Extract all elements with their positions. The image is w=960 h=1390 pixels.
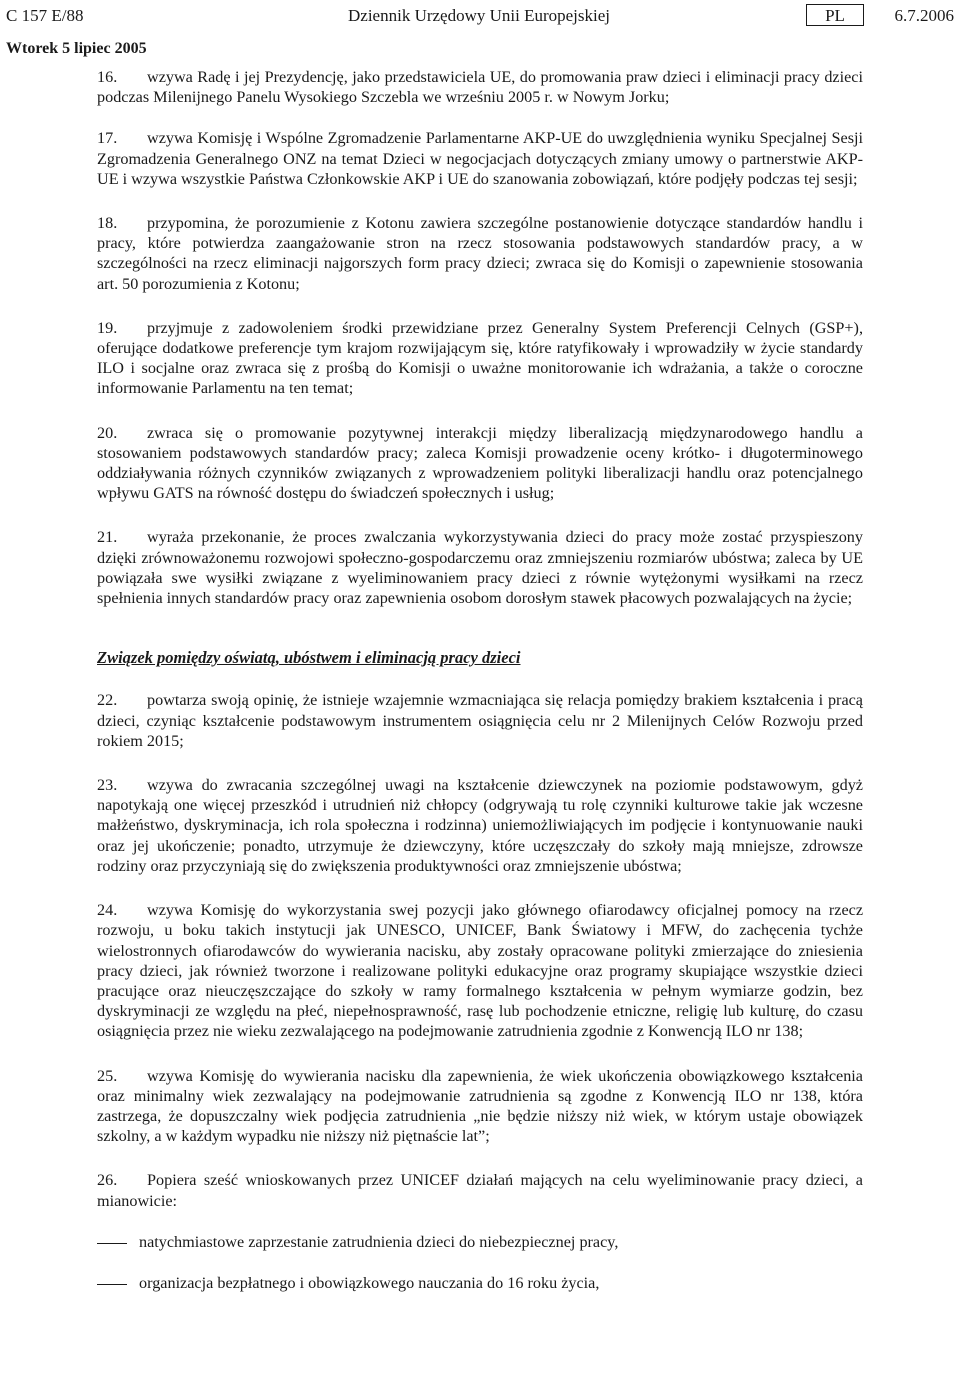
paragraph-24: [97, 900, 863, 1041]
paragraph-text: zwraca się o promowanie pozytywnej interakcji między liberalizacją międzynarodowego handlu a stosowaniem podstawowych standardów pracy; zaleca Komisji prowadzenie oceny krótko- i długoterminowego oddziaływania różnych czynników związanych z wprowadzeniem polityki liberalizacji handlu oraz potencjalnego wpływu GATS na równość dostępu do świadczeń społecznych i usług;: [97, 423, 863, 503]
paragraph-text: wzywa Komisję do wywierania nacisku dla zapewnienia, że wiek ukończenia obowiązkowego kształcenia oraz minimalny wiek zezwalający na podejmowanie zatrudnienia są zgodne z Konwencją ILO nr 138, która zastrzega, że dopuszczalny wiek podjęcia zatrudnienia „nie będzie niższy niż wiek, w którym ustaje obowiązek szkolny, a w każdym wypadku nie niższy niż piętnaście lat”;: [97, 1066, 863, 1146]
paragraph-text: wzywa Komisję i Wspólne Zgromadzenie Parlamentarne AKP-UE do uwzględnienia wyniku Specjalnej Sesji Zgromadzenia Generalnego ONZ na temat Dzieci w negocjacjach dotyczących zmiany umowy o partnerstwie AKP-UE i wzywa wszystkie Państwa Członkowskie AKP i UE do szanowania zobowiązań, które podjęły podczas tej sesji;: [97, 129, 863, 188]
paragraph-17: [97, 128, 863, 189]
paragraph-number: 17.: [97, 129, 118, 148]
paragraph-number: 23.: [97, 776, 118, 795]
list-item-text: natychmiastowe zaprzestanie zatrudnienia dzieci do niebezpiecznej pracy,: [139, 1232, 619, 1251]
paragraph-number: 26.: [97, 1171, 118, 1190]
paragraph-23: [97, 775, 863, 876]
paragraph-21: [97, 527, 863, 608]
section-heading: Związek pomiędzy oświatą, ubóstwem i eliminacją pracy dzieci: [97, 648, 521, 668]
paragraph-text: przyjmuje z zadowoleniem środki przewidziane przez Generalny System Preferencji Celnych (GSP+), oferujące dodatkowe preferencje tym krajom rozwijającym się, które ratyfikowały i wprowadziły w życie standardy ILO i socjalne oraz zwraca się z prośbą do Komisji o uważne monitorowanie ich wdrażania, a także o coroczne informowanie Parlamentu na ten temat;: [97, 318, 863, 398]
paragraph-19: [97, 318, 863, 399]
paragraph-number: 20.: [97, 423, 118, 442]
document-body: [97, 67, 863, 1314]
journal-title: Dziennik Urzędowy Unii Europejskiej: [348, 6, 611, 25]
paragraph-16: [97, 67, 863, 107]
paragraph-text: Popiera sześć wnioskowanych przez UNICEF działań mających na celu wyeliminowanie pracy dzieci, a mianowicie:: [97, 1171, 863, 1210]
sitting-date: Wtorek 5 lipiec 2005: [6, 40, 147, 57]
paragraph-20: [97, 423, 863, 504]
paragraph-text: wzywa Radę i jej Prezydencję, jako przedstawiciela UE, do promowania praw dzieci i eliminacji pracy dzieci podczas Milenijnego Panelu Wysokiego Szczebla we wrześniu 2005 r. w Nowym Jorku;: [97, 68, 863, 107]
paragraph-26: [97, 1170, 863, 1210]
paragraph-number: 22.: [97, 691, 118, 710]
list-item-text: organizacja bezpłatnego i obowiązkowego nauczania do 16 roku życia,: [139, 1273, 600, 1292]
paragraph-number: 16.: [97, 68, 118, 86]
list-item: [97, 1232, 863, 1252]
paragraph-number: 19.: [97, 318, 118, 337]
paragraph-text: przypomina, że porozumienie z Kotonu zawiera szczególne postanowienie dotyczące standardów handlu i pracy, które potwierdza zaangażowanie stron na rzecz stosowania podstawowych standardów pracy, a w szczególności na rzecz eliminacji najgorszych form pracy dzieci; zwraca się do Komisji o zapewnienie stosowania art. 50 porozumienia z Kotonu;: [97, 214, 863, 293]
paragraph-text: powtarza swoją opinię, że istnieje wzajemnie wzmacniająca się relacja pomiędzy brakiem kształcenia i pracą dzieci, czyniąc kształcenie podstawowym instrumentem osiągnięcia celu nr 2 Milenijnych Celów Rozwoju przed rokiem 2015;: [97, 691, 863, 750]
paragraph-number: 25.: [97, 1066, 118, 1085]
journal-reference: C 157 E/88: [6, 6, 84, 25]
paragraph-22: [97, 690, 863, 751]
paragraph-text: wyraża przekonanie, że proces zwalczania wykorzystywania dzieci do pracy może zostać przyspieszony dzięki zrównoważonemu rozwojowi społeczno-gospodarczemu oraz zmniejszeniu rozmiarów ubóstwa; zaleca by UE powiązała swe wysiłki związane z wyeliminowaniem pracy dzieci z równie wytężonymi wysiłkami na rzecz spełnienia innych standardów pracy oraz zapewnienia osobom dorosłym stawek płacowych pozwalających na życie;: [97, 528, 863, 608]
paragraph-25: [97, 1066, 863, 1147]
paragraph-text: wzywa Komisję do wykorzystania swej pozycji jako głównego ofiarodawcy oficjalnej pomocy na rzecz rozwoju, u boku takich instytucji jak UNESCO, UNICEF, Bank Światowy i MFW, do zachęcenia tychże wielostronnych ofiarodawców do wywierania nacisku, aby zostały opracowane polityki zmierzające do zniesienia pracy dzieci, jak również tworzone i realizowane polityki edukacyjne oraz programy skupiające wszystkie dzieci pracujące oraz nieuczęszczające do szkoły w ramy formalnego kształcenia w pełnym wymiarze godzin, bez dyskryminacji ze względu na płeć, niepełnosprawność, rasę lub pochodzenie etniczne, religię lub kulturę, do czasu osiągnięcia przez nie wieku zezwalającego na podejmowanie zatrudnienia zgodnie z Konwencją ILO nr 138;: [97, 901, 863, 1041]
paragraph-text: wzywa do zwracania szczególnej uwagi na kształcenie dziewczynek na poziomie podstawowym, gdyż napotykają one więcej przeszkód i utrudnień niż chłopcy (odgrywają tu rolę czynniki kulturowe takie jak wczesne małżeństwo, dyskryminacja, ich rola społeczna i rodzinna) uniemożliwiających im podjęcie i kontynuowanie nauki oraz jej ukończenie; ponadto, utrzymuje że dziewczyny, które uczęszczały do szkoły mają mniejsze, zdrowsze rodziny oraz przyczyniają się do zwiększenia produktywności oraz zmniejszenie ubóstwa;: [97, 776, 863, 875]
list-item: [97, 1273, 863, 1293]
paragraph-number: 21.: [97, 528, 118, 547]
paragraph-number: 18.: [97, 214, 118, 233]
language-badge: PL: [806, 4, 864, 26]
paragraph-18: [97, 213, 863, 294]
publication-date: 6.7.2006: [894, 6, 954, 25]
paragraph-number: 24.: [97, 901, 118, 920]
